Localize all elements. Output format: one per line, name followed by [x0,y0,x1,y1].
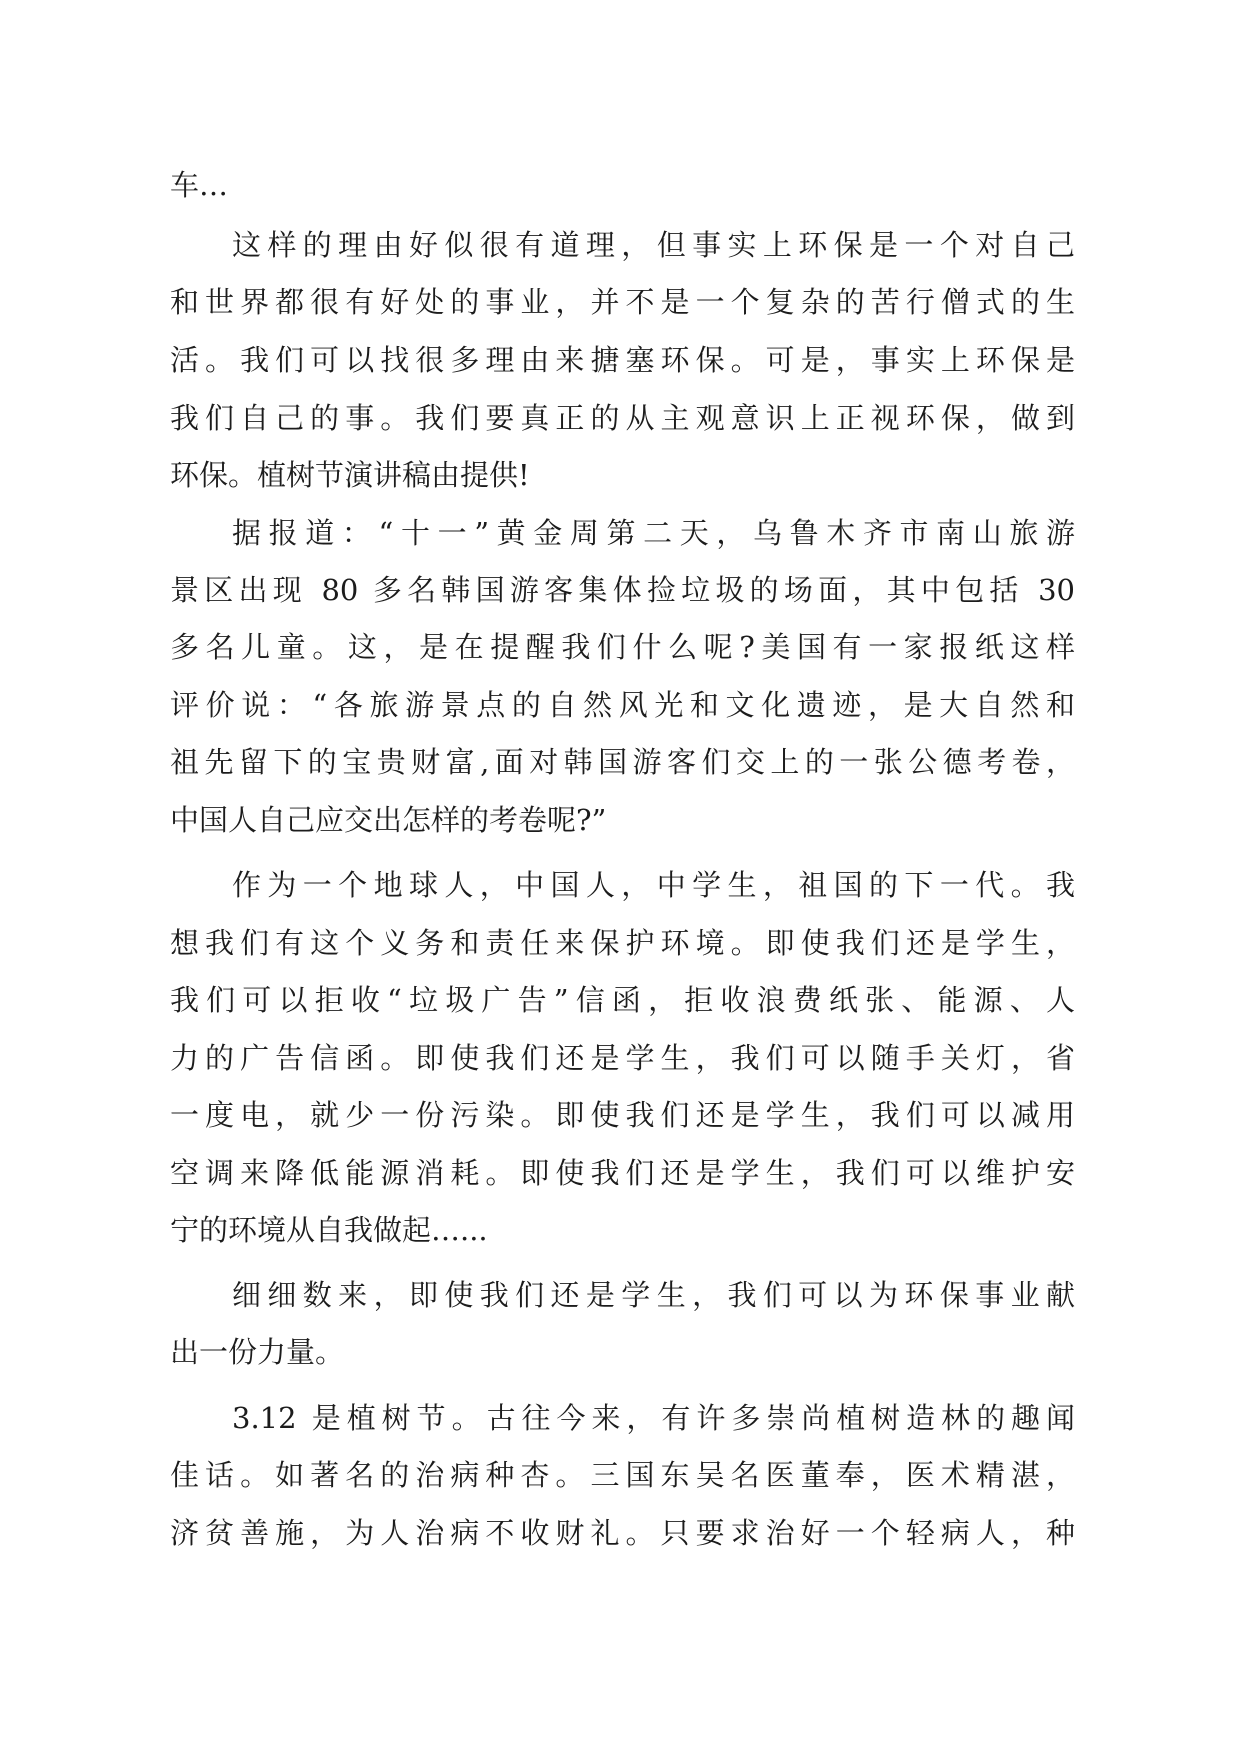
text-line: 我们可以拒收“垃圾广告”信函，拒收浪费纸张、能源、人 [170,983,1075,1017]
text-line: 中国人自己应交出怎样的考卷呢?” [170,803,607,837]
text-line: 想我们有这个义务和责任来保护环境。即使我们还是学生， [170,926,1075,960]
text-line: 3.12 是植树节。古往今来，有许多崇尚植树造林的趣闻 [232,1401,1075,1435]
text-line: 多名儿童。这，是在提醒我们什么呢?美国有一家报纸这样 [170,630,1075,664]
text-line: 评价说：“各旅游景点的自然风光和文化遗迹，是大自然和 [170,688,1075,722]
text-line: 出一份力量。 [170,1335,345,1369]
text-line: 济贫善施，为人治病不收财礼。只要求治好一个轻病人，种 [170,1516,1075,1550]
text-line: 祖先留下的宝贵财富,面对韩国游客们交上的一张公德考卷， [170,745,1075,779]
text-line: 据报道：“十一”黄金周第二天，乌鲁木齐市南山旅游 [232,516,1075,550]
text-line: 环保。植树节演讲稿由提供! [170,458,530,492]
text-line: 车… [170,168,229,202]
text-line: 这样的理由好似很有道理，但事实上环保是一个对自己 [232,228,1075,262]
text-line: 一度电，就少一份污染。即使我们还是学生，我们可以减用 [170,1098,1075,1132]
text-line: 宁的环境从自我做起…... [170,1213,488,1247]
text-line: 细细数来，即使我们还是学生，我们可以为环保事业献 [232,1278,1075,1312]
text-line: 活。我们可以找很多理由来搪塞环保。可是，事实上环保是 [170,343,1075,377]
text-line: 我们自己的事。我们要真正的从主观意识上正视环保，做到 [170,401,1075,435]
text-line: 作为一个地球人，中国人，中学生，祖国的下一代。我 [232,868,1075,902]
text-line: 景区出现 80 多名韩国游客集体捡垃圾的场面，其中包括 30 [170,573,1075,607]
text-line: 空调来降低能源消耗。即使我们还是学生，我们可以维护安 [170,1156,1075,1190]
text-line: 佳话。如著名的治病种杏。三国东吴名医董奉，医术精湛， [170,1458,1075,1492]
text-line: 和世界都很有好处的事业，并不是一个复杂的苦行僧式的生 [170,285,1075,319]
text-line: 力的广告信函。即使我们还是学生，我们可以随手关灯，省 [170,1041,1075,1075]
